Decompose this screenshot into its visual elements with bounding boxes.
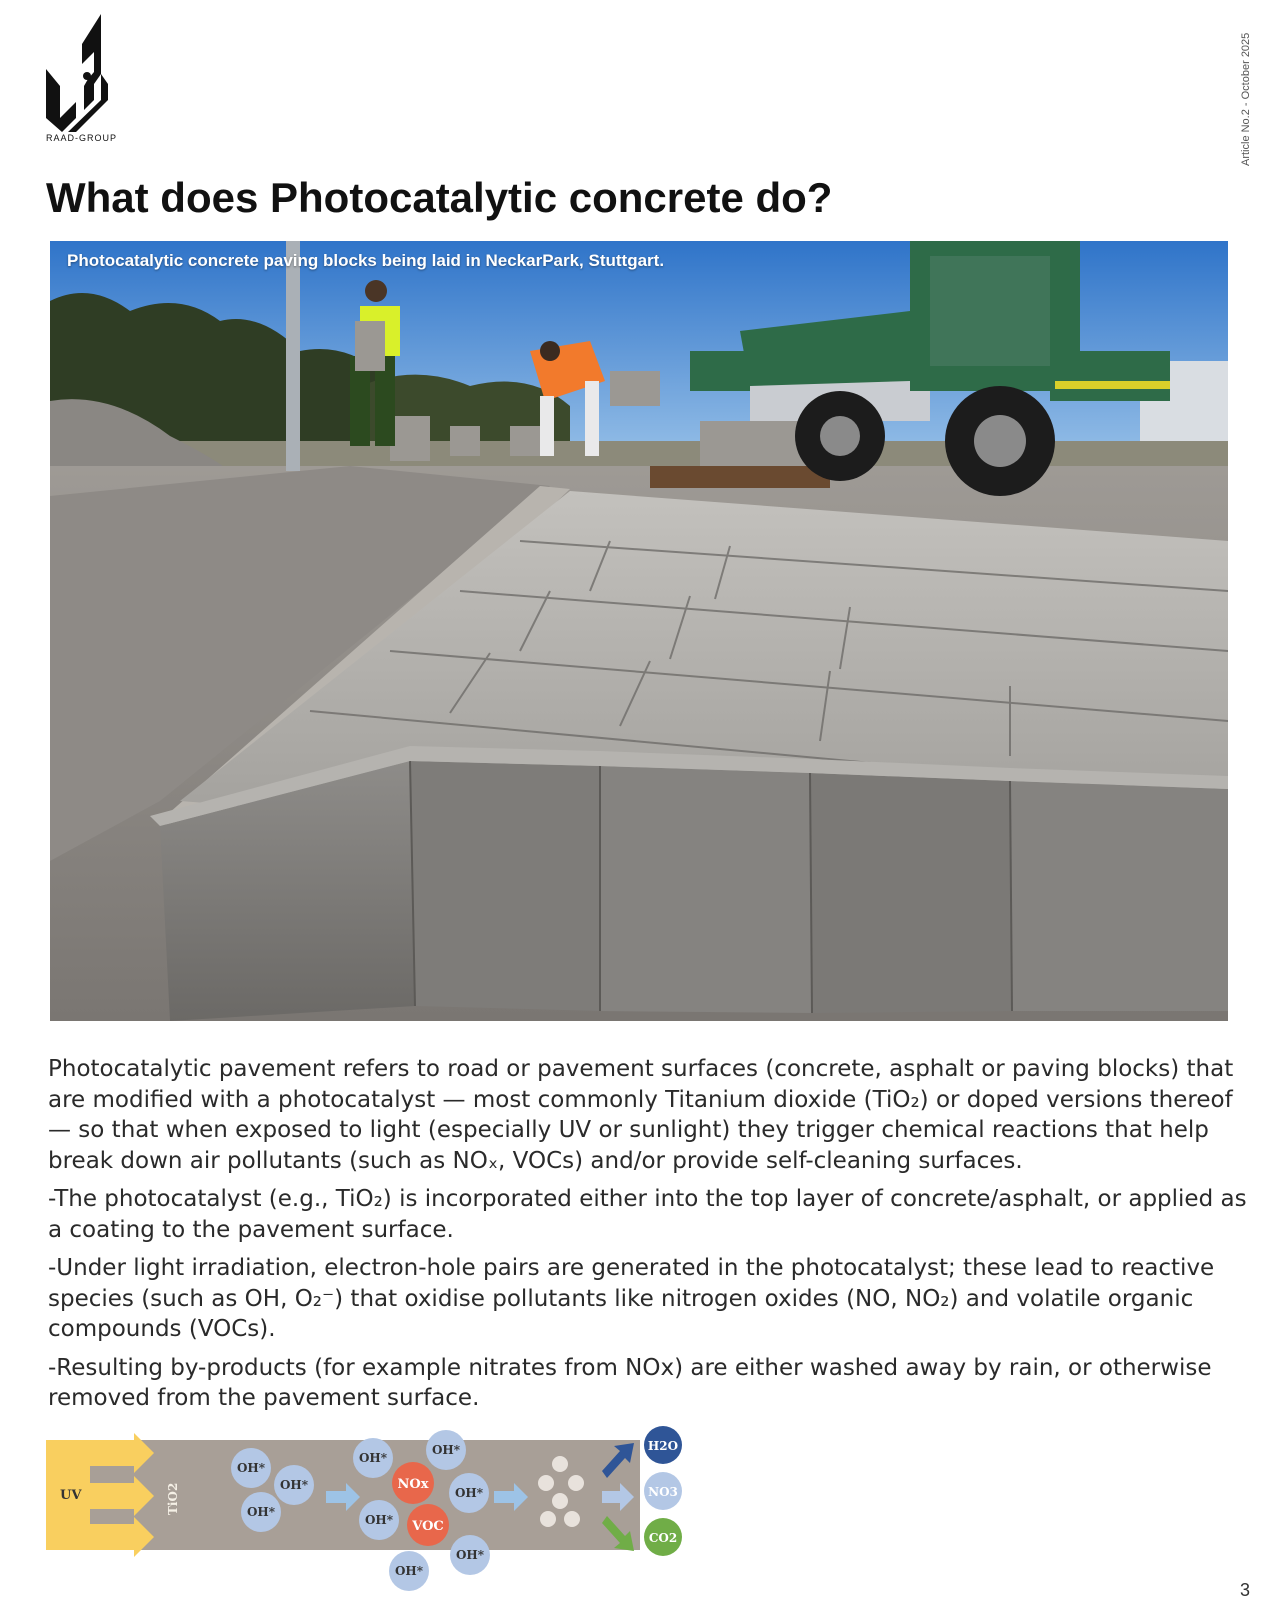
article-info: Article No.2 - October 2025 <box>1240 32 1252 166</box>
svg-text:OH*: OH* <box>246 1505 276 1519</box>
bullet-incorporation: -The photocatalyst (e.g., TiO₂) is incorporated either into the top layer of concrete/asphalt, or applied as a coating to the pavement surface. <box>48 1186 1247 1243</box>
product-co2 <box>644 1518 682 1556</box>
photocatalysis-diagram <box>46 1423 706 1598</box>
pollutant-nox <box>392 1462 434 1504</box>
svg-text:OH*: OH* <box>279 1478 309 1492</box>
bullet-byproducts: -Resulting by-products (for example nitrates from NOx) are either washed away by rain, or otherwise removed from the pavement surface. <box>48 1354 1212 1411</box>
body-text <box>48 1054 1248 1422</box>
svg-text:OH*: OH* <box>394 1564 424 1578</box>
uv-label: UV <box>60 1488 82 1503</box>
svg-text:OH*: OH* <box>236 1461 266 1475</box>
product-h2o <box>644 1426 682 1464</box>
svg-text:NOx: NOx <box>397 1477 429 1492</box>
product-no3 <box>644 1472 682 1510</box>
svg-text:OH*: OH* <box>454 1486 484 1500</box>
svg-text:CO2: CO2 <box>648 1531 678 1545</box>
tio2-label: TiO2 <box>166 1482 180 1515</box>
photo-caption: Photocatalytic concrete paving blocks being laid in NeckarPark, Stuttgart. <box>67 251 665 270</box>
svg-text:OH*: OH* <box>358 1451 388 1465</box>
svg-text:OH*: OH* <box>455 1548 485 1562</box>
pollutant-voc <box>407 1504 449 1546</box>
paving-photo <box>50 241 1228 1021</box>
svg-text:H2O: H2O <box>647 1439 679 1453</box>
svg-text:VOC: VOC <box>412 1519 444 1534</box>
intro-paragraph: Photocatalytic pavement refers to road or pavement surfaces (concrete, asphalt or paving blocks) that are modified with a photocatalyst — most commonly Titanium dioxide (TiO₂) or doped versions thereof — so that when exposed to light (especially UV or sunlight) they trigger chemical reactions that help break down air pollutants (such as NOₓ, VOCs) and/or provide self-cleaning surfaces. <box>48 1056 1234 1174</box>
svg-text:OH*: OH* <box>431 1443 461 1457</box>
page-number: 3 <box>1240 1580 1251 1600</box>
page-title: What does Photocatalytic concrete do? <box>46 174 833 221</box>
raad-group-logo <box>46 14 116 144</box>
bullet-reaction: -Under light irradiation, electron-hole pairs are generated in the photocatalyst; these lead to reactive species (such as OH, O₂⁻) that oxidise pollutants like nitrogen oxides (NO, NO₂) and volatile organic compounds (VOCs). <box>48 1255 1215 1342</box>
svg-text:NO3: NO3 <box>648 1485 678 1499</box>
svg-text:OH*: OH* <box>364 1513 394 1527</box>
logo-text: RAAD-GROUP <box>46 133 118 143</box>
